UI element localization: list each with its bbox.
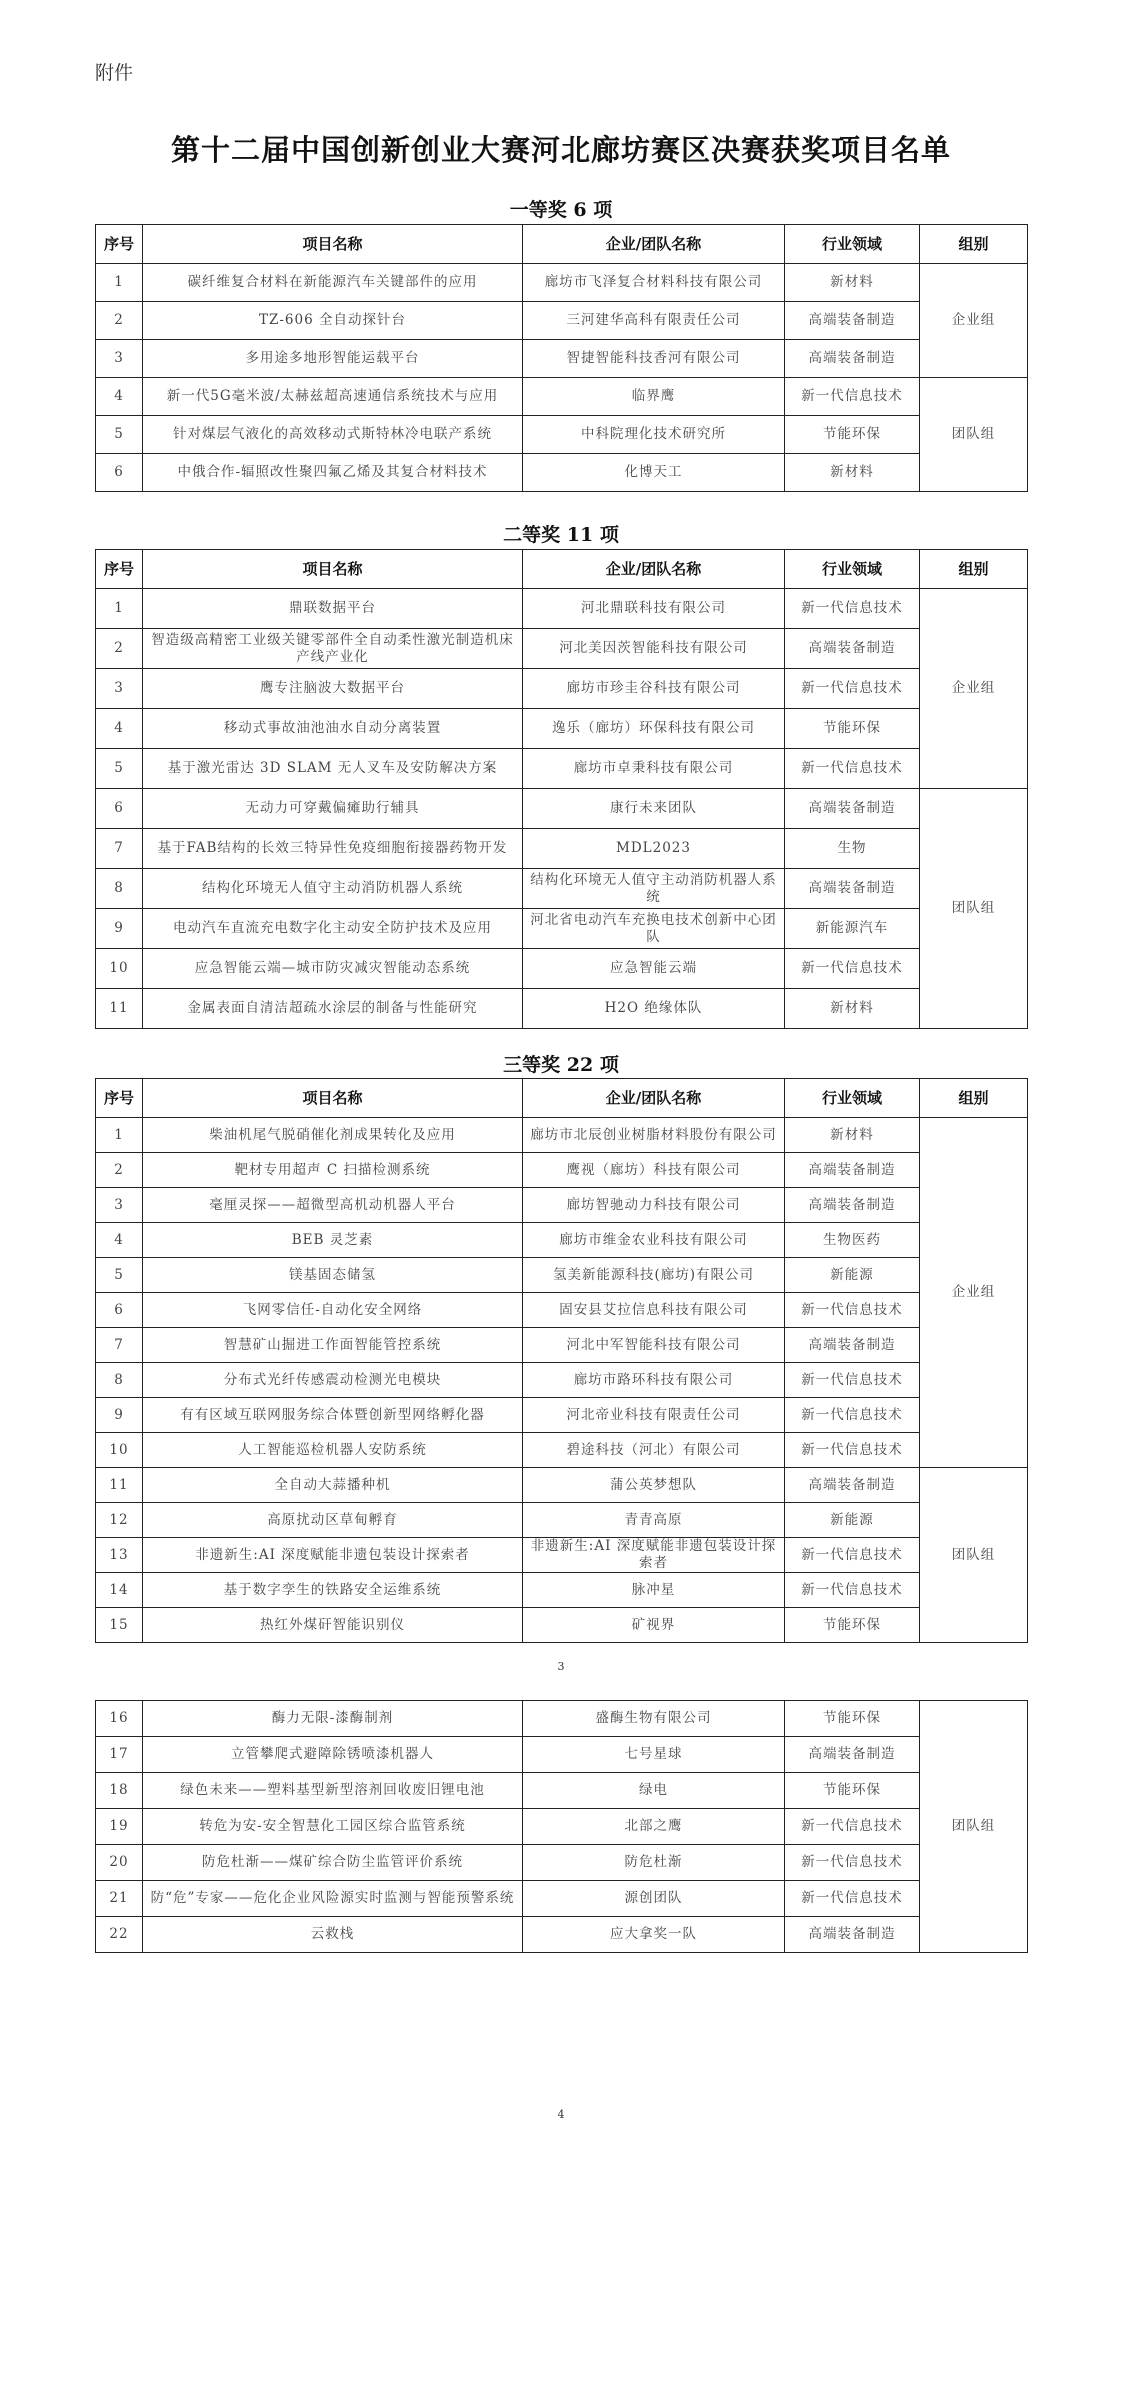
table-row — [96, 909, 1028, 949]
table-header-row — [96, 550, 1028, 589]
project-name-cell: 中俄合作-辐照改性聚四氟乙烯及其复合材料技术 — [143, 454, 523, 492]
organization-name-cell: 盛酶生物有限公司 — [523, 1701, 785, 1737]
serial-number-cell: 2 — [96, 302, 143, 340]
industry-field-cell: 新一代信息技术 — [785, 669, 920, 709]
table-row — [96, 302, 1028, 340]
header-serial-number: 序号 — [96, 225, 143, 264]
header-industry-field: 行业领域 — [785, 550, 920, 589]
project-name-cell: 电动汽车直流充电数字化主动安全防护技术及应用 — [143, 909, 523, 949]
serial-number-cell: 7 — [96, 1328, 143, 1363]
table-row — [96, 1118, 1028, 1153]
serial-number-cell: 1 — [96, 1118, 143, 1153]
project-name-cell: 多用途多地形智能运载平台 — [143, 340, 523, 378]
header-group: 组别 — [920, 225, 1028, 264]
header-industry-field: 行业领域 — [785, 225, 920, 264]
project-name-cell: 结构化环境无人值守主动消防机器人系统 — [143, 869, 523, 909]
organization-name-cell: 临界鹰 — [523, 378, 785, 416]
project-name-cell: 高原扰动区草甸孵育 — [143, 1503, 523, 1538]
project-name-cell: 有有区域互联网服务综合体暨创新型网络孵化器 — [143, 1398, 523, 1433]
industry-field-cell: 新一代信息技术 — [785, 1845, 920, 1881]
table-row — [96, 589, 1028, 629]
serial-number-cell: 8 — [96, 869, 143, 909]
project-name-cell: 鹰专注脑波大数据平台 — [143, 669, 523, 709]
table-row — [96, 1845, 1028, 1881]
organization-name-cell: 廊坊市卓秉科技有限公司 — [523, 749, 785, 789]
table-row — [96, 629, 1028, 669]
project-name-cell: 防危杜渐——煤矿综合防尘监管评价系统 — [143, 1845, 523, 1881]
organization-name-cell: 廊坊市珍圭谷科技有限公司 — [523, 669, 785, 709]
group-cell: 团队组 — [920, 1701, 1028, 1953]
industry-field-cell: 新材料 — [785, 989, 920, 1029]
organization-name-cell: 河北美因茨智能科技有限公司 — [523, 629, 785, 669]
section-title-first-prize: 一等奖 6 项 — [509, 199, 613, 221]
organization-name-cell: 河北中军智能科技有限公司 — [523, 1328, 785, 1363]
project-name-cell: 非遗新生:AI 深度赋能非遗包装设计探索者 — [143, 1538, 523, 1573]
table-row — [96, 1258, 1028, 1293]
project-name-cell: 无动力可穿戴偏瘫助行辅具 — [143, 789, 523, 829]
project-name-cell: 移动式事故油池油水自动分离装置 — [143, 709, 523, 749]
header-organization-name: 企业/团队名称 — [523, 550, 785, 589]
project-name-cell: 云救栈 — [143, 1917, 523, 1953]
project-name-cell: 酶力无限-漆酶制剂 — [143, 1701, 523, 1737]
organization-name-cell: 逸乐（廊坊）环保科技有限公司 — [523, 709, 785, 749]
organization-name-cell: 廊坊市飞泽复合材料科技有限公司 — [523, 264, 785, 302]
first-prize-table — [95, 224, 1028, 492]
project-name-cell: 柴油机尾气脱硝催化剂成果转化及应用 — [143, 1118, 523, 1153]
table-row — [96, 1573, 1028, 1608]
industry-field-cell: 生物 — [785, 829, 920, 869]
industry-field-cell: 新一代信息技术 — [785, 378, 920, 416]
group-cell: 团队组 — [920, 1468, 1028, 1643]
project-name-cell: 绿色未来——塑料基型新型溶剂回收废旧锂电池 — [143, 1773, 523, 1809]
project-name-cell: 分布式光纤传感震动检测光电模块 — [143, 1363, 523, 1398]
serial-number-cell: 19 — [96, 1809, 143, 1845]
second-prize-table — [95, 549, 1028, 1029]
organization-name-cell: 固安县艾拉信息科技有限公司 — [523, 1293, 785, 1328]
serial-number-cell: 10 — [96, 1433, 143, 1468]
serial-number-cell: 4 — [96, 1223, 143, 1258]
table-row — [96, 789, 1028, 829]
page-title: 第十二届中国创新创业大赛河北廊坊赛区决赛获奖项目名单 — [170, 133, 951, 167]
industry-field-cell: 新一代信息技术 — [785, 1363, 920, 1398]
table-row — [96, 264, 1028, 302]
table-row — [96, 1881, 1028, 1917]
table-row — [96, 1503, 1028, 1538]
organization-name-cell: 非遗新生:AI 深度赋能非遗包装设计探索者 — [523, 1538, 785, 1573]
table-row — [96, 669, 1028, 709]
table-row — [96, 1773, 1028, 1809]
table-row — [96, 340, 1028, 378]
industry-field-cell: 新一代信息技术 — [785, 1573, 920, 1608]
project-name-cell: 新一代5G毫米波/太赫兹超高速通信系统技术与应用 — [143, 378, 523, 416]
industry-field-cell: 节能环保 — [785, 1608, 920, 1643]
industry-field-cell: 节能环保 — [785, 709, 920, 749]
group-cell: 企业组 — [920, 1118, 1028, 1468]
organization-name-cell: 智捷智能科技香河有限公司 — [523, 340, 785, 378]
header-project-name: 项目名称 — [143, 550, 523, 589]
serial-number-cell: 4 — [96, 709, 143, 749]
organization-name-cell: 应大拿奖一队 — [523, 1917, 785, 1953]
serial-number-cell: 3 — [96, 340, 143, 378]
project-name-cell: 热红外煤矸智能识别仪 — [143, 1608, 523, 1643]
table-row — [96, 416, 1028, 454]
table-row — [96, 1701, 1028, 1737]
serial-number-cell: 11 — [96, 989, 143, 1029]
project-name-cell: 全自动大蒜播种机 — [143, 1468, 523, 1503]
header-group: 组别 — [920, 550, 1028, 589]
serial-number-cell: 2 — [96, 629, 143, 669]
table-row — [96, 1737, 1028, 1773]
organization-name-cell: 康行未来团队 — [523, 789, 785, 829]
project-name-cell: 基于激光雷达 3D SLAM 无人叉车及安防解决方案 — [143, 749, 523, 789]
project-name-cell: 基于数字孪生的铁路安全运维系统 — [143, 1573, 523, 1608]
organization-name-cell: 鹰视（廊坊）科技有限公司 — [523, 1153, 785, 1188]
table-header-row — [96, 225, 1028, 264]
table-row — [96, 949, 1028, 989]
organization-name-cell: 青青高原 — [523, 1503, 785, 1538]
organization-name-cell: 三河建华高科有限责任公司 — [523, 302, 785, 340]
serial-number-cell: 22 — [96, 1917, 143, 1953]
organization-name-cell: 中科院理化技术研究所 — [523, 416, 785, 454]
page-number: 4 — [557, 2108, 565, 2121]
serial-number-cell: 14 — [96, 1573, 143, 1608]
project-name-cell: TZ-606 全自动探针台 — [143, 302, 523, 340]
serial-number-cell: 2 — [96, 1153, 143, 1188]
table-row — [96, 1917, 1028, 1953]
project-name-cell: 智慧矿山掘进工作面智能管控系统 — [143, 1328, 523, 1363]
table-row — [96, 869, 1028, 909]
serial-number-cell: 17 — [96, 1737, 143, 1773]
industry-field-cell: 新一代信息技术 — [785, 1398, 920, 1433]
project-name-cell: 飞网零信任-自动化安全网络 — [143, 1293, 523, 1328]
serial-number-cell: 5 — [96, 749, 143, 789]
group-cell: 企业组 — [920, 264, 1028, 378]
serial-number-cell: 4 — [96, 378, 143, 416]
header-organization-name: 企业/团队名称 — [523, 1079, 785, 1118]
project-name-cell: 立管攀爬式避障除锈喷漆机器人 — [143, 1737, 523, 1773]
project-name-cell: BEB 灵芝素 — [143, 1223, 523, 1258]
serial-number-cell: 3 — [96, 1188, 143, 1223]
serial-number-cell: 1 — [96, 264, 143, 302]
organization-name-cell: 蒲公英梦想队 — [523, 1468, 785, 1503]
industry-field-cell: 高端装备制造 — [785, 1153, 920, 1188]
serial-number-cell: 11 — [96, 1468, 143, 1503]
organization-name-cell: 廊坊市路环科技有限公司 — [523, 1363, 785, 1398]
table-row — [96, 1363, 1028, 1398]
project-name-cell: 智造级高精密工业级关键零部件全自动柔性激光制造机床产线产业化 — [143, 629, 523, 669]
group-cell: 团队组 — [920, 378, 1028, 492]
table-row — [96, 1468, 1028, 1503]
organization-name-cell: 化博天工 — [523, 454, 785, 492]
table-row — [96, 709, 1028, 749]
organization-name-cell: 矿视界 — [523, 1608, 785, 1643]
industry-field-cell: 高端装备制造 — [785, 1188, 920, 1223]
industry-field-cell: 新一代信息技术 — [785, 589, 920, 629]
project-name-cell: 针对煤层气液化的高效移动式斯特林冷电联产系统 — [143, 416, 523, 454]
serial-number-cell: 20 — [96, 1845, 143, 1881]
table-row — [96, 989, 1028, 1029]
group-cell: 团队组 — [920, 789, 1028, 1029]
industry-field-cell: 生物医药 — [785, 1223, 920, 1258]
industry-field-cell: 高端装备制造 — [785, 629, 920, 669]
header-project-name: 项目名称 — [143, 1079, 523, 1118]
industry-field-cell: 新能源 — [785, 1258, 920, 1293]
industry-field-cell: 新一代信息技术 — [785, 949, 920, 989]
serial-number-cell: 3 — [96, 669, 143, 709]
serial-number-cell: 9 — [96, 1398, 143, 1433]
organization-name-cell: 七号星球 — [523, 1737, 785, 1773]
serial-number-cell: 7 — [96, 829, 143, 869]
industry-field-cell: 新材料 — [785, 454, 920, 492]
industry-field-cell: 高端装备制造 — [785, 1328, 920, 1363]
serial-number-cell: 8 — [96, 1363, 143, 1398]
project-name-cell: 毫厘灵探——超微型高机动机器人平台 — [143, 1188, 523, 1223]
table-row — [96, 1153, 1028, 1188]
industry-field-cell: 高端装备制造 — [785, 789, 920, 829]
header-organization-name: 企业/团队名称 — [523, 225, 785, 264]
industry-field-cell: 高端装备制造 — [785, 340, 920, 378]
industry-field-cell: 高端装备制造 — [785, 869, 920, 909]
table-row — [96, 1538, 1028, 1573]
organization-name-cell: 廊坊市北辰创业树脂材料股份有限公司 — [523, 1118, 785, 1153]
industry-field-cell: 新能源汽车 — [785, 909, 920, 949]
serial-number-cell: 6 — [96, 454, 143, 492]
serial-number-cell: 16 — [96, 1701, 143, 1737]
serial-number-cell: 21 — [96, 1881, 143, 1917]
industry-field-cell: 新一代信息技术 — [785, 1809, 920, 1845]
industry-field-cell: 新一代信息技术 — [785, 1538, 920, 1573]
project-name-cell: 基于FAB结构的长效三特异性免疫细胞衔接器药物开发 — [143, 829, 523, 869]
header-serial-number: 序号 — [96, 550, 143, 589]
table-row — [96, 829, 1028, 869]
project-name-cell: 防“危”专家——危化企业风险源实时监测与智能预警系统 — [143, 1881, 523, 1917]
industry-field-cell: 节能环保 — [785, 416, 920, 454]
industry-field-cell: 新材料 — [785, 1118, 920, 1153]
table-row — [96, 1608, 1028, 1643]
organization-name-cell: 绿电 — [523, 1773, 785, 1809]
page-number: 3 — [557, 1660, 565, 1673]
project-name-cell: 镁基固态储氢 — [143, 1258, 523, 1293]
organization-name-cell: 碧途科技（河北）有限公司 — [523, 1433, 785, 1468]
organization-name-cell: 源创团队 — [523, 1881, 785, 1917]
table-row — [96, 1809, 1028, 1845]
table-row — [96, 1328, 1028, 1363]
project-name-cell: 靶材专用超声 C 扫描检测系统 — [143, 1153, 523, 1188]
organization-name-cell: 结构化环境无人值守主动消防机器人系统 — [523, 869, 785, 909]
serial-number-cell: 9 — [96, 909, 143, 949]
serial-number-cell: 1 — [96, 589, 143, 629]
organization-name-cell: 防危杜渐 — [523, 1845, 785, 1881]
serial-number-cell: 10 — [96, 949, 143, 989]
project-name-cell: 人工智能巡检机器人安防系统 — [143, 1433, 523, 1468]
table-row — [96, 454, 1028, 492]
industry-field-cell: 节能环保 — [785, 1773, 920, 1809]
serial-number-cell: 15 — [96, 1608, 143, 1643]
third-prize-table — [95, 1078, 1028, 1643]
industry-field-cell: 高端装备制造 — [785, 1737, 920, 1773]
section-title-second-prize: 二等奖 11 项 — [503, 524, 619, 546]
attachment-label: 附件 — [95, 62, 134, 84]
section-title-third-prize: 三等奖 22 项 — [503, 1054, 619, 1076]
table-row — [96, 1398, 1028, 1433]
organization-name-cell: 脉冲星 — [523, 1573, 785, 1608]
serial-number-cell: 18 — [96, 1773, 143, 1809]
header-group: 组别 — [920, 1079, 1028, 1118]
industry-field-cell: 新一代信息技术 — [785, 1433, 920, 1468]
organization-name-cell: 廊坊智驰动力科技有限公司 — [523, 1188, 785, 1223]
organization-name-cell: 廊坊市维金农业科技有限公司 — [523, 1223, 785, 1258]
project-name-cell: 应急智能云端—城市防灾减灾智能动态系统 — [143, 949, 523, 989]
industry-field-cell: 新一代信息技术 — [785, 1881, 920, 1917]
industry-field-cell: 高端装备制造 — [785, 302, 920, 340]
serial-number-cell: 12 — [96, 1503, 143, 1538]
table-row — [96, 1293, 1028, 1328]
table-row — [96, 1433, 1028, 1468]
organization-name-cell: H2O 绝缘体队 — [523, 989, 785, 1029]
organization-name-cell: 河北帝业科技有限责任公司 — [523, 1398, 785, 1433]
project-name-cell: 转危为安-安全智慧化工园区综合监管系统 — [143, 1809, 523, 1845]
industry-field-cell: 高端装备制造 — [785, 1468, 920, 1503]
third-prize-table-continued — [95, 1700, 1028, 1953]
project-name-cell: 鼎联数据平台 — [143, 589, 523, 629]
industry-field-cell: 新能源 — [785, 1503, 920, 1538]
header-project-name: 项目名称 — [143, 225, 523, 264]
header-serial-number: 序号 — [96, 1079, 143, 1118]
industry-field-cell: 新一代信息技术 — [785, 1293, 920, 1328]
project-name-cell: 碳纤维复合材料在新能源汽车关键部件的应用 — [143, 264, 523, 302]
serial-number-cell: 6 — [96, 1293, 143, 1328]
serial-number-cell: 13 — [96, 1538, 143, 1573]
organization-name-cell: 氢美新能源科技(廊坊)有限公司 — [523, 1258, 785, 1293]
organization-name-cell: 应急智能云端 — [523, 949, 785, 989]
table-row — [96, 1188, 1028, 1223]
group-cell: 企业组 — [920, 589, 1028, 789]
industry-field-cell: 高端装备制造 — [785, 1917, 920, 1953]
table-row — [96, 749, 1028, 789]
table-header-row — [96, 1079, 1028, 1118]
organization-name-cell: 河北省电动汽车充换电技术创新中心团队 — [523, 909, 785, 949]
serial-number-cell: 5 — [96, 416, 143, 454]
serial-number-cell: 5 — [96, 1258, 143, 1293]
header-industry-field: 行业领域 — [785, 1079, 920, 1118]
organization-name-cell: 北部之鹰 — [523, 1809, 785, 1845]
table-row — [96, 1223, 1028, 1258]
organization-name-cell: MDL2023 — [523, 829, 785, 869]
project-name-cell: 金属表面自清洁超疏水涂层的制备与性能研究 — [143, 989, 523, 1029]
serial-number-cell: 6 — [96, 789, 143, 829]
industry-field-cell: 新材料 — [785, 264, 920, 302]
organization-name-cell: 河北鼎联科技有限公司 — [523, 589, 785, 629]
table-row — [96, 378, 1028, 416]
industry-field-cell: 新一代信息技术 — [785, 749, 920, 789]
industry-field-cell: 节能环保 — [785, 1701, 920, 1737]
